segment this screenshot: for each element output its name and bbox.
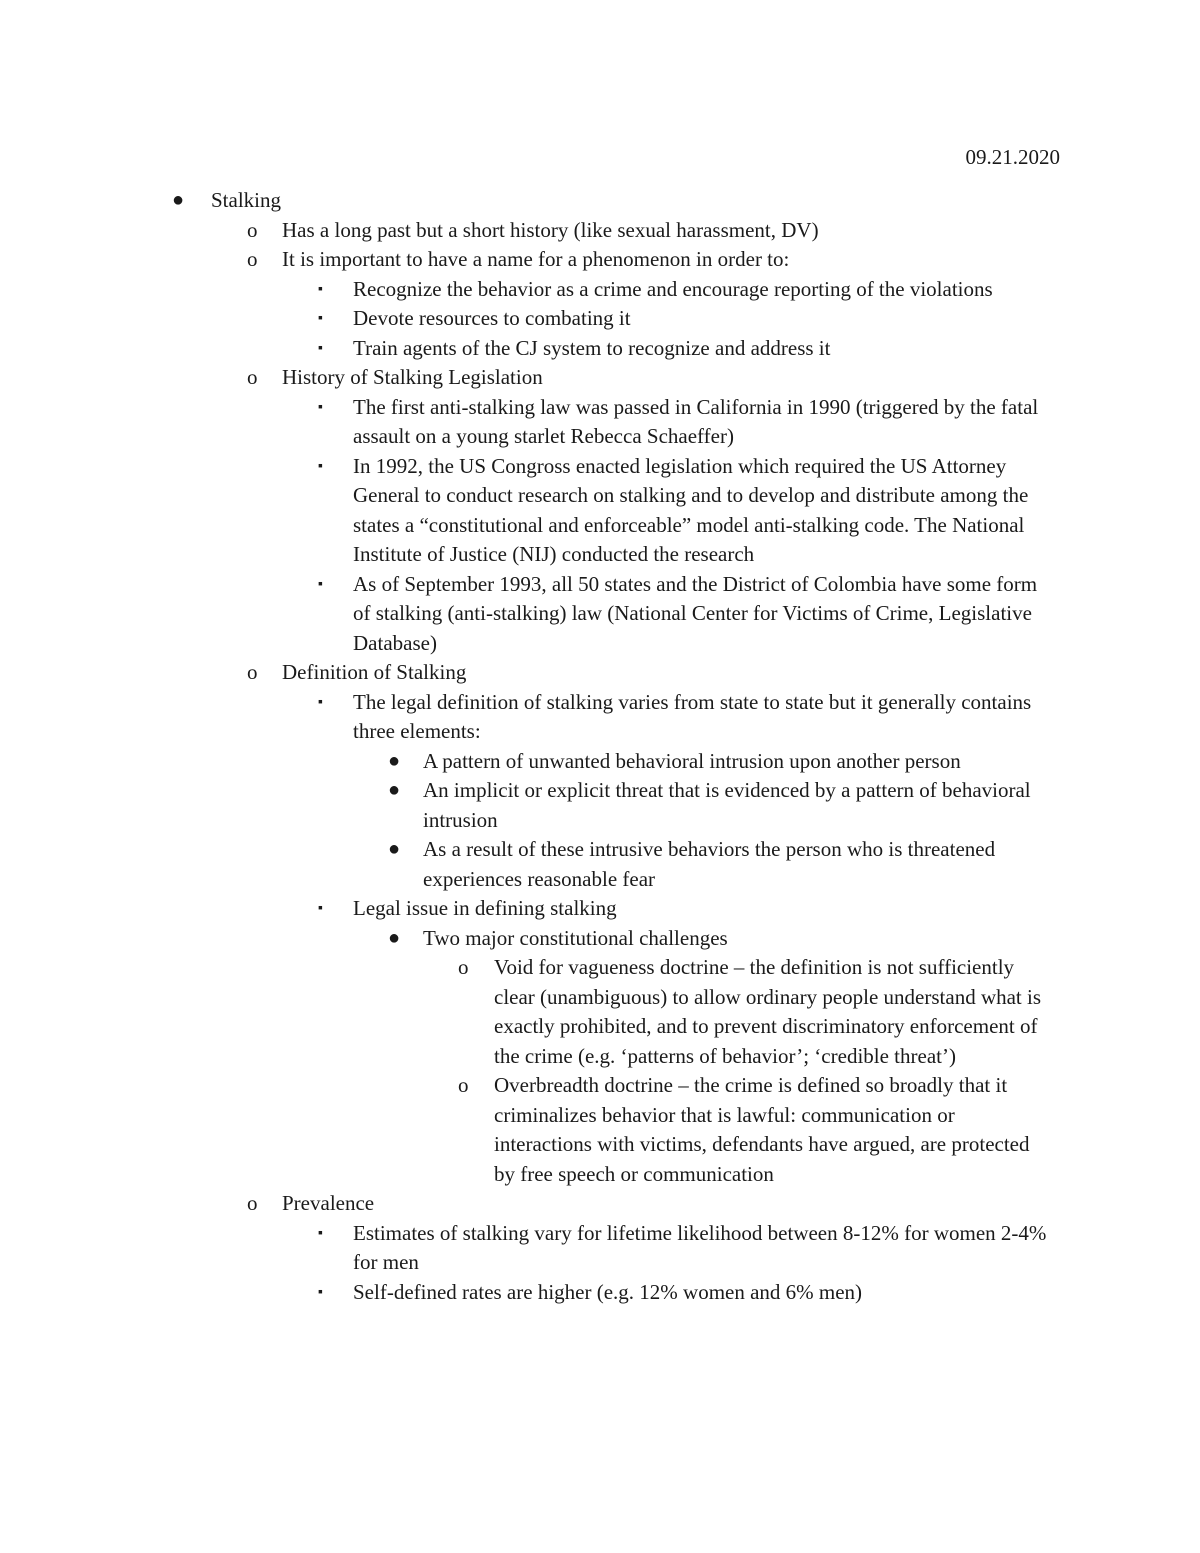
topic-heading: Stalking — [211, 188, 282, 212]
legal-issue-text: Legal issue in defining stalking — [353, 896, 617, 920]
list-item — [0, 747, 1053, 777]
list-item — [0, 1278, 1053, 1308]
hollow-bullet-icon: o — [247, 660, 258, 684]
topic-item — [0, 186, 1051, 216]
reason-text: Recognize the behavior as a crime and encourage reporting of the violations — [353, 276, 993, 301]
challenge-text: Overbreadth doctrine – the crime is defined so broadly that it criminalizes behavior that is lawful: communication or interactions with victims, defendants have argued, are protected by free speech or communication — [494, 1073, 1030, 1186]
element-text: As a result of these intrusive behaviors the person who is threatened experiences reasonable fear — [423, 837, 996, 891]
square-bullet-icon: ▪ — [318, 340, 323, 356]
element-text: An implicit or explicit threat that is evidenced by a pattern of behavioral intrusion — [423, 778, 1031, 832]
list-item — [0, 570, 1053, 659]
history-text: As of September 1993, all 50 states and the District of Colombia have some form of stalking (anti-stalking) law (National Center for Victims of Crime, Legislative Database) — [353, 571, 1038, 655]
list-item — [0, 363, 1052, 393]
section-heading: Prevalence — [282, 1191, 375, 1215]
hollow-bullet-icon: o — [247, 365, 258, 389]
square-bullet-icon: ▪ — [318, 576, 323, 592]
section-heading: Definition of Stalking — [282, 660, 467, 684]
list-item — [0, 216, 1052, 246]
square-bullet-icon: ▪ — [318, 1225, 323, 1241]
element-text: A pattern of unwanted behavioral intrusion upon another person — [423, 748, 961, 773]
filled-bullet-icon: ● — [388, 749, 401, 772]
list-item — [0, 304, 1053, 334]
filled-bullet-icon: ● — [172, 189, 185, 211]
list-item — [0, 245, 1052, 275]
reason-text: Train agents of the CJ system to recognize and address it — [353, 335, 831, 360]
list-item — [0, 1189, 1052, 1219]
square-bullet-icon: ▪ — [318, 311, 323, 326]
hollow-bullet-icon: o — [247, 247, 258, 271]
intro-text: It is important to have a name for a phenomenon in order to: — [282, 247, 790, 271]
square-bullet-icon: ▪ — [318, 901, 323, 916]
list-item — [0, 776, 1053, 835]
date-stamp: 09.21.2020 — [965, 145, 1060, 169]
filled-bullet-icon: ● — [388, 926, 401, 949]
hollow-bullet-icon: o — [458, 1073, 469, 1097]
list-item — [0, 275, 1053, 305]
list-item — [0, 334, 1053, 364]
list-item — [0, 452, 1053, 570]
square-bullet-icon: ▪ — [318, 694, 323, 710]
list-item — [0, 924, 1053, 954]
history-text: In 1992, the US Congross enacted legislation which required the US Attorney General to conduct research on stalking and to develop and distribute among the states a “constitutional and enforceable” model anti-stalking code. The National Institute of Justice (NIJ) conducted the research — [353, 453, 1029, 566]
list-item — [0, 953, 1054, 1071]
prevalence-text: Self-defined rates are higher (e.g. 12% women and 6% men) — [353, 1279, 863, 1304]
hollow-bullet-icon: o — [458, 955, 469, 979]
intro-text: Has a long past but a short history (like sexual harassment, DV) — [282, 217, 819, 242]
square-bullet-icon: ▪ — [318, 1284, 323, 1300]
square-bullet-icon: ▪ — [318, 458, 323, 474]
filled-bullet-icon: ● — [388, 838, 401, 860]
list-item — [0, 894, 1053, 924]
square-bullet-icon: ▪ — [318, 281, 323, 297]
list-item — [0, 688, 1053, 747]
filled-bullet-icon: ● — [388, 779, 401, 801]
challenges-heading: Two major constitutional challenges — [423, 925, 728, 950]
outline-document — [0, 186, 1200, 1307]
section-heading: History of Stalking Legislation — [282, 365, 543, 389]
prevalence-text: Estimates of stalking vary for lifetime likelihood between 8-12% for women 2-4% for men — [353, 1220, 1047, 1274]
list-item — [0, 835, 1053, 894]
hollow-bullet-icon: o — [247, 1191, 258, 1215]
list-item — [0, 393, 1053, 452]
list-item — [0, 658, 1052, 688]
list-item — [0, 1219, 1053, 1278]
list-item — [0, 1071, 1054, 1189]
challenge-text: Void for vagueness doctrine – the definition is not sufficiently clear (unambiguous) to allow ordinary people understand what is exactly prohibited, and to prevent discriminatory enforcement of the crime (e.g. ‘patterns of behavior’; ‘credible threat’) — [494, 955, 1042, 1068]
square-bullet-icon: ▪ — [318, 399, 323, 415]
hollow-bullet-icon: o — [247, 217, 258, 242]
history-text: The first anti-stalking law was passed in California in 1990 (triggered by the fatal assault on a young starlet Rebecca Schaeffer) — [353, 394, 1039, 448]
definition-text: The legal definition of stalking varies from state to state but it generally contains three elements: — [353, 689, 1032, 743]
reason-text: Devote resources to combating it — [353, 306, 631, 330]
